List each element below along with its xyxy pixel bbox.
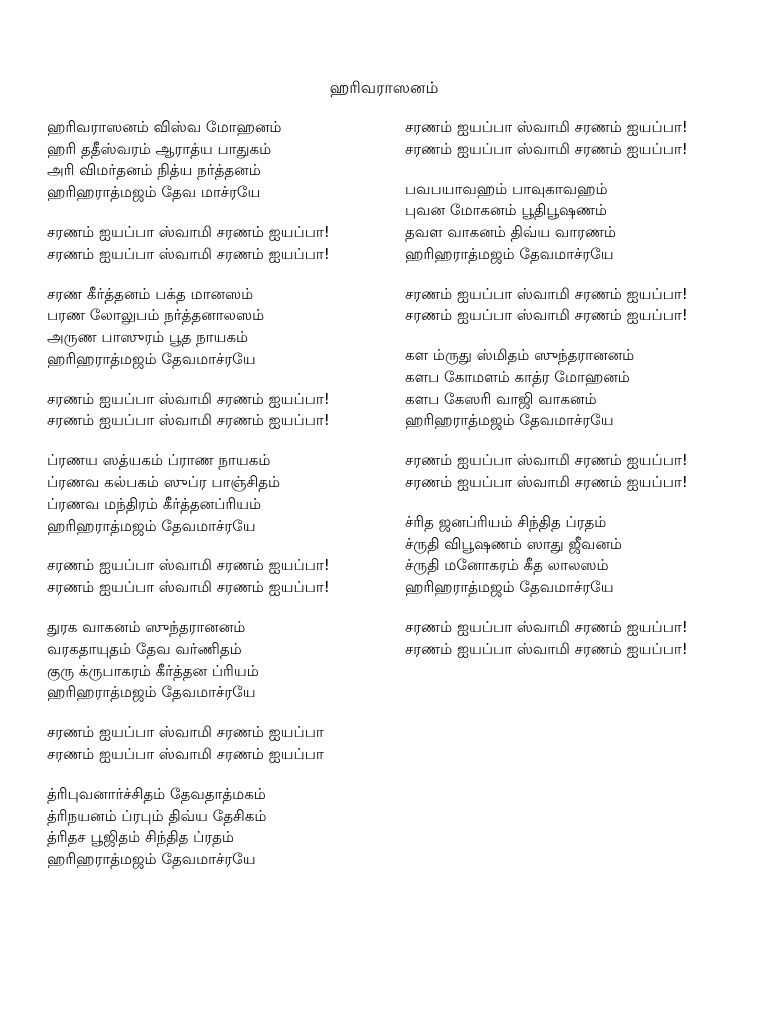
verse-line: குரு க்ருபாகரம் கீர்த்தன ப்ரியம் xyxy=(47,661,259,680)
chorus-1 xyxy=(47,222,392,265)
verse-line: த்ரிதச பூஜிதம் சிந்தித ப்ரதம் xyxy=(47,828,234,847)
left-column xyxy=(47,117,392,889)
verse-4 xyxy=(47,617,392,704)
verse-line: ஹரிவராஸனம் விஸ்வ மோஹனம் xyxy=(47,118,282,136)
verse-line: பரண லோலுபம் நர்த்தனாலஸம் xyxy=(47,306,265,325)
verse-line: ச்ருதி மனோகரம் கீத லாலஸம் xyxy=(405,556,609,575)
verse-line: கள ம்ருது ஸ்மிதம் ஸுந்தரானனம் xyxy=(405,346,635,365)
chorus-3 xyxy=(47,555,392,598)
verse-line: ஹரிஹராத்மஜம் தேவமாச்ரயே xyxy=(405,578,614,597)
verse-line: ஹரி ததீஸ்வரம் ஆராத்ய பாதுகம் xyxy=(47,139,272,158)
chorus-line: சரணம் ஐயப்பா ஸ்வாமி சரணம் ஐயப்பா! xyxy=(47,556,330,575)
chorus-line: சரணம் ஐயப்பா ஸ்வாமி சரணம் ஐயப்பா! xyxy=(405,284,688,303)
verse-line: ச்ருதி விபூஷணம் ஸாது ஜீவனம் xyxy=(405,534,622,553)
chorus-line: சரணம் ஐயப்பா ஸ்வாமி சரணம் ஐயப்பா! xyxy=(405,139,688,158)
verse-line: துரக வாகனம் ஸுந்தரானனம் xyxy=(47,618,246,637)
right-column xyxy=(405,117,750,679)
verse-line: ஹரிஹராத்மஜம் தேவ மாச்ரயே xyxy=(47,183,261,202)
verse-line: அருண பாஸுரம் பூத நாயகம் xyxy=(47,328,249,347)
verse-line: களப கேஸரி வாஜி வாகனம் xyxy=(405,389,597,408)
chorus-line: சரணம் ஐயப்பா ஸ்வாமி சரணம் ஐயப்பா xyxy=(47,744,324,763)
chorus-6 xyxy=(405,284,750,327)
chorus-4 xyxy=(47,722,392,765)
verse-line: த்ரிபுவனார்ச்சிதம் தேவதாத்மகம் xyxy=(47,784,266,803)
verse-line: ச்ரித ஜனப்ரியம் சிந்தித ப்ரதம் xyxy=(405,513,607,532)
chorus-2 xyxy=(47,389,392,432)
chorus-8 xyxy=(405,617,750,660)
verse-6 xyxy=(405,179,750,266)
chorus-5 xyxy=(405,117,750,160)
verse-line: ஹரிஹராத்மஜம் தேவமாச்ரயே xyxy=(47,683,256,702)
chorus-line: சரணம் ஐயப்பா ஸ்வாமி சரணம் ஐயப்பா! xyxy=(405,618,688,637)
chorus-line: சரணம் ஐயப்பா ஸ்வாமி சரணம் ஐயப்பா! xyxy=(405,306,688,325)
chorus-line: சரணம் ஐயப்பா ஸ்வாமி சரணம் ஐயப்பா! xyxy=(47,411,330,430)
chorus-line: சரணம் ஐயப்பா ஸ்வாமி சரணம் ஐயப்பா! xyxy=(405,118,688,136)
verse-line: ப்ரணய ஸத்யகம் ப்ராண நாயகம் xyxy=(47,451,271,470)
chorus-line: சரணம் ஐயப்பா ஸ்வாமி சரணம் ஐயப்பா! xyxy=(405,473,688,492)
verse-line: களப கோமளம் காத்ர மோஹனம் xyxy=(405,368,630,387)
chorus-7 xyxy=(405,450,750,493)
verse-line: சரண கீர்த்தனம் பக்த மானஸம் xyxy=(47,284,254,303)
page-title: ஹரிவராஸனம் xyxy=(329,78,439,97)
verse-line: ஹரிஹராத்மஜம் தேவமாச்ரயே xyxy=(47,516,256,535)
verse-line: ஹரிஹராத்மஜம் தேவமாச்ரயே xyxy=(47,349,256,368)
verse-line: ப்ரணவ கல்பகம் ஸுப்ர பாஞ்சிதம் xyxy=(47,473,281,492)
chorus-line: சரணம் ஐயப்பா ஸ்வாமி சரணம் ஐயப்பா! xyxy=(47,389,330,408)
verse-line: ஹரிஹராத்மஜம் தேவமாச்ரயே xyxy=(405,411,614,430)
verse-line: த்ரிநயனம் ப்ரபும் திவ்ய தேசிகம் xyxy=(47,806,267,825)
chorus-line: சரணம் ஐயப்பா ஸ்வாமி சரணம் ஐயப்பா! xyxy=(47,244,330,263)
chorus-line: சரணம் ஐயப்பா ஸ்வாமி சரணம் ஐயப்பா! xyxy=(405,639,688,658)
chorus-line: சரணம் ஐயப்பா ஸ்வாமி சரணம் ஐயப்பா! xyxy=(47,223,330,242)
verse-line: ப்ரணவ மந்திரம் கீர்த்தனப்ரியம் xyxy=(47,494,262,513)
chorus-line: சரணம் ஐயப்பா ஸ்வாமி சரணம் ஐயப்பா xyxy=(47,723,324,742)
chorus-line: சரணம் ஐயப்பா ஸ்வாமி சரணம் ஐயப்பா! xyxy=(405,451,688,470)
verse-5 xyxy=(47,784,392,871)
verse-7 xyxy=(405,345,750,432)
verse-line: தவள வாகனம் திவ்ய வாரணம் xyxy=(405,223,616,242)
verse-line: பவபயாவஹம் பாவுகாவஹம் xyxy=(405,179,608,198)
verse-1 xyxy=(47,117,392,204)
verse-2 xyxy=(47,284,392,371)
verse-line: அரி விமர்தனம் நித்ய நர்த்தனம் xyxy=(47,161,261,180)
verse-3 xyxy=(47,450,392,537)
verse-line: வரகதாயுதம் தேவ வர்ணிதம் xyxy=(47,639,242,658)
chorus-line: சரணம் ஐயப்பா ஸ்வாமி சரணம் ஐயப்பா! xyxy=(47,578,330,597)
verse-8 xyxy=(405,512,750,599)
verse-line: ஹரிஹராத்மஜம் தேவமாச்ரயே xyxy=(47,849,256,868)
verse-line: புவன மோகனம் பூதிபூஷணம் xyxy=(405,201,607,220)
verse-line: ஹரிஹராத்மஜம் தேவமாச்ரயே xyxy=(405,244,614,263)
